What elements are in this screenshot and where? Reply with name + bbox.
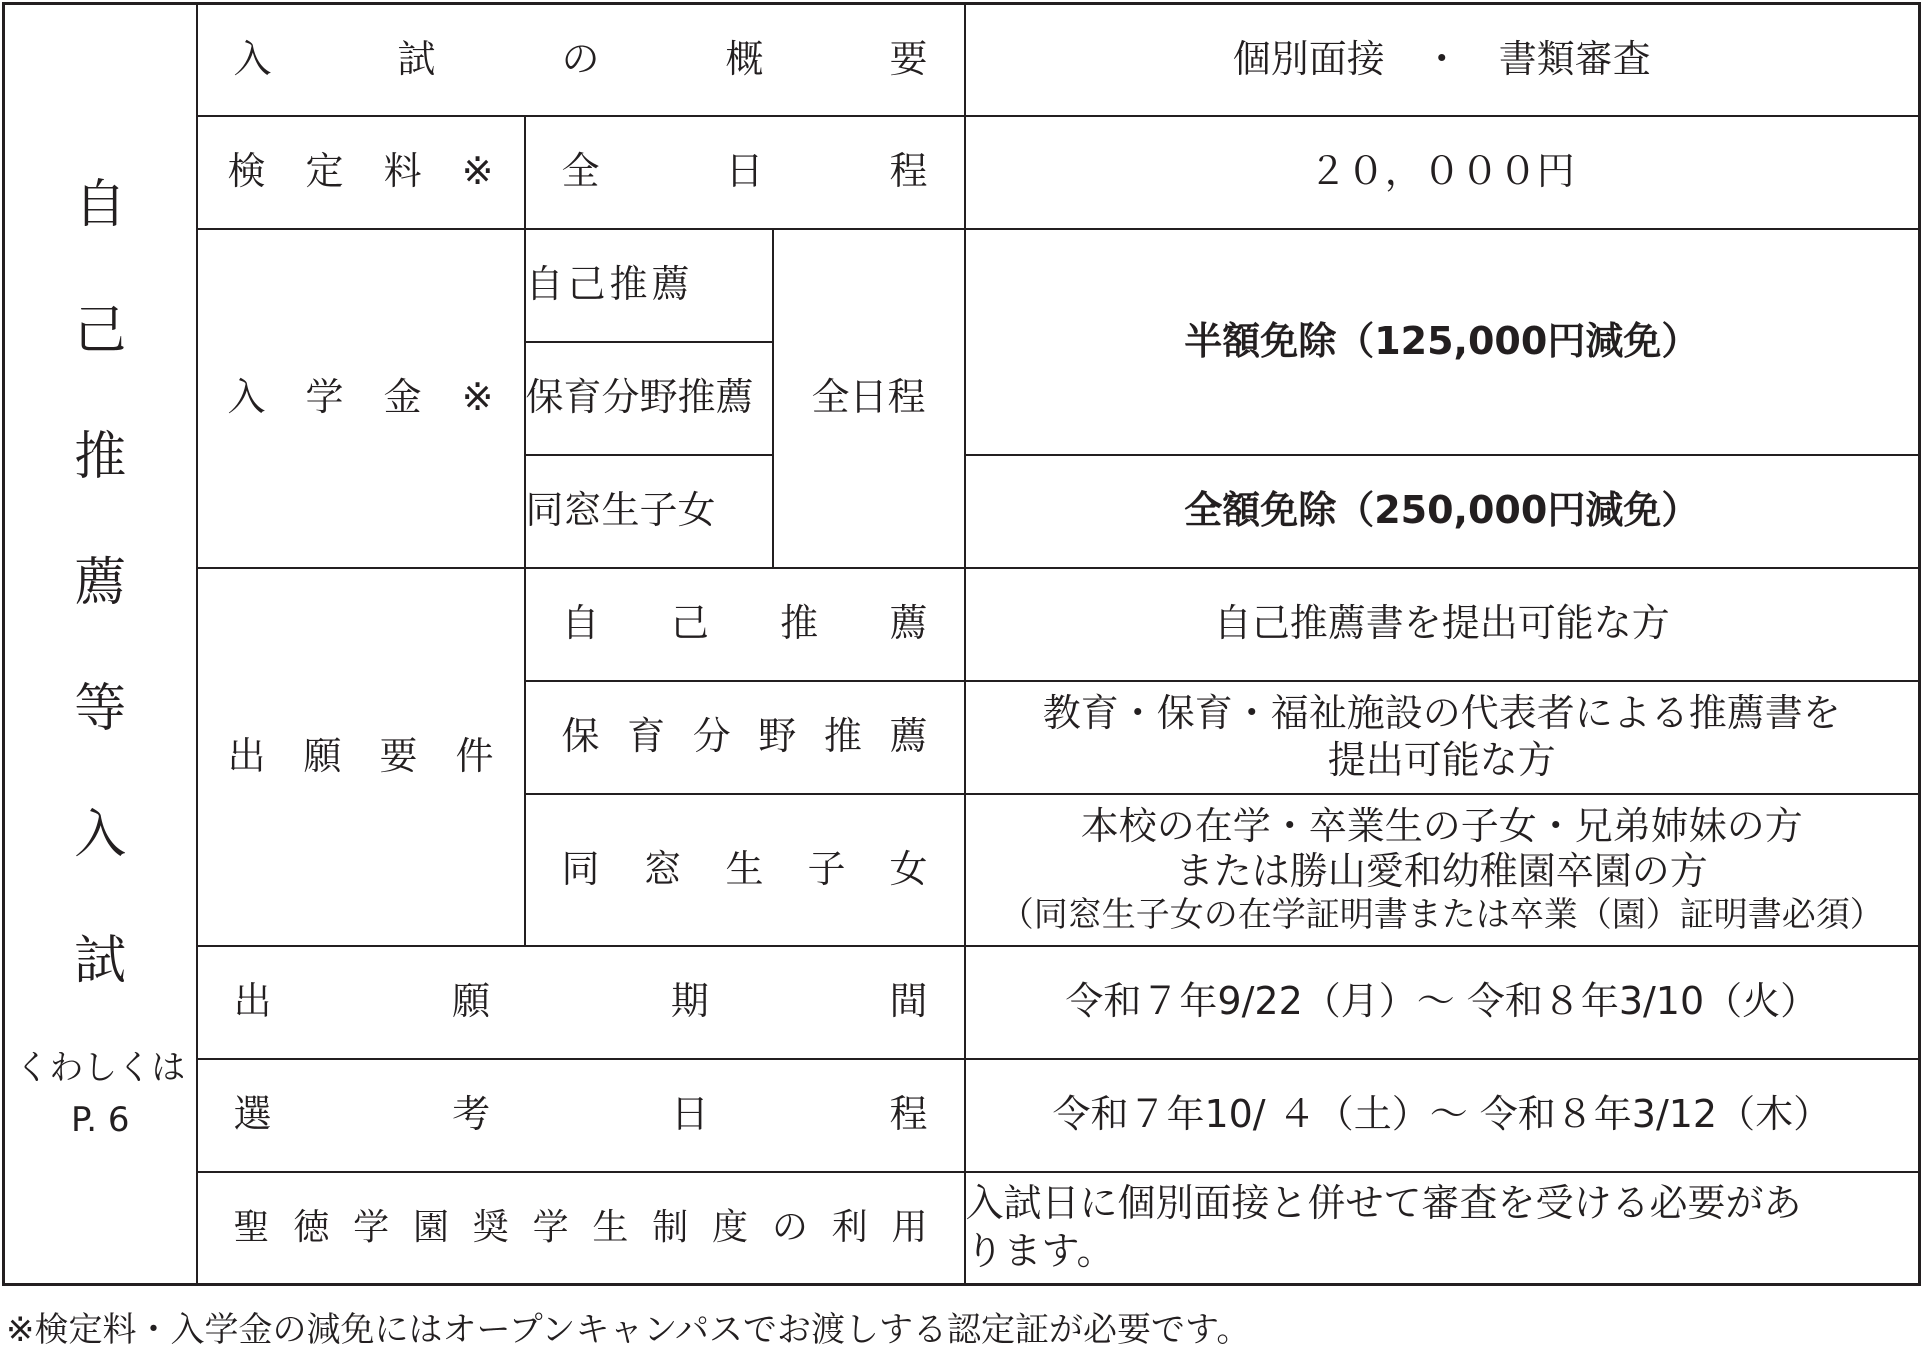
scholarship-value — [965, 1172, 1920, 1285]
side-char: 等 — [74, 679, 127, 739]
period-label — [197, 946, 965, 1059]
fee-schedule-label — [525, 116, 965, 229]
label-char: 子 — [807, 846, 846, 891]
label-char: 生 — [592, 1207, 629, 1249]
fee-value: ２０，０００円 — [965, 116, 1920, 229]
label-char: 生 — [725, 846, 764, 891]
label-char: 聖 — [233, 1207, 270, 1249]
label-char: 出 — [233, 979, 272, 1024]
value-line: 提出可能な方 — [1327, 738, 1556, 782]
label-char: 出 — [227, 733, 266, 778]
label-char: 育 — [627, 714, 666, 759]
label-char: 利 — [831, 1207, 868, 1249]
footnote: ※検定料・入学金の減免にはオープンキャンパスでお渡しする認定証が必要です。 — [6, 1310, 1251, 1350]
admission-childcare-label: 保育分野推薦 — [525, 342, 773, 455]
label-char: 学 — [305, 375, 344, 420]
admission-schedule: 全日程 — [773, 229, 965, 568]
label-char: 件 — [455, 733, 494, 778]
admission-half-value: 半額免除（125,000円減免） — [965, 229, 1920, 455]
side-note — [5, 1042, 196, 1146]
label-char: 保 — [561, 714, 600, 759]
scholarship-label — [197, 1172, 965, 1285]
admission-alumni-label: 同窓生子女 — [525, 455, 773, 568]
label-char: 用 — [891, 1207, 928, 1249]
admission-label — [197, 229, 525, 568]
value-line: 入試日に個別面接と併せて審査を受ける必要があ — [965, 1181, 1802, 1226]
label-char: 徳 — [293, 1207, 330, 1249]
side-char: 薦 — [74, 553, 127, 613]
requirements-alumni-value — [965, 794, 1920, 946]
requirements-self-value: 自己推薦書を提出可能な方 — [965, 568, 1920, 681]
label-char: の — [771, 1207, 808, 1249]
requirements-childcare-label — [525, 681, 965, 794]
label-char: 程 — [889, 1092, 928, 1137]
label-char: 学 — [353, 1207, 390, 1249]
label-char: 全 — [561, 149, 600, 194]
value-line: 本校の在学・卒業生の子女・兄弟姉妹の方 — [1080, 803, 1803, 848]
label-char: 薦 — [889, 601, 928, 646]
label-char: 考 — [452, 1092, 491, 1137]
side-title — [5, 142, 196, 1024]
label-char: の — [561, 37, 600, 81]
label-char: 園 — [412, 1207, 449, 1249]
side-char: 自 — [74, 175, 127, 235]
label-char: 女 — [889, 846, 928, 891]
label-char: 野 — [758, 714, 797, 759]
label-char: 制 — [652, 1207, 689, 1249]
value-line: 教育・保育・福祉施設の代表者による推薦書を — [1042, 690, 1841, 735]
label-char: 概 — [725, 37, 764, 81]
value-line: または勝山愛和幼稚園卒園の方 — [1175, 849, 1708, 894]
requirements-childcare-value — [965, 681, 1920, 794]
label-char: 金 — [383, 375, 422, 420]
label-char: 定 — [305, 149, 344, 194]
label-char: 日 — [670, 1092, 709, 1137]
label-char: 間 — [889, 979, 928, 1024]
label-char: 己 — [670, 601, 709, 646]
label-char: 分 — [692, 714, 731, 759]
requirements-alumni-label — [525, 794, 965, 946]
admission-table — [2, 2, 1921, 1286]
label-char: 入 — [227, 375, 266, 420]
label-char: 程 — [889, 149, 928, 194]
label-char: 要 — [379, 733, 418, 778]
label-char: 入 — [233, 37, 272, 81]
fee-label — [197, 116, 525, 229]
selection-value: 令和７年10/ ４（土）～ 令和８年3/12（木） — [965, 1059, 1920, 1172]
label-char: 推 — [780, 601, 819, 646]
label-char: 学 — [532, 1207, 569, 1249]
overview-value: 個別面接 ・ 書類審査 — [965, 4, 1920, 116]
label-char: 薦 — [889, 714, 928, 759]
period-value: 令和７年9/22（月）～ 令和８年3/10（火） — [965, 946, 1920, 1059]
side-char: 試 — [74, 931, 127, 991]
label-char: ※ — [461, 375, 494, 420]
label-char: 推 — [823, 714, 862, 759]
label-char: 願 — [452, 979, 491, 1024]
label-char: 奨 — [472, 1207, 509, 1249]
side-note-line2: P. 6 — [71, 1100, 130, 1140]
side-note-line1: くわしくは — [15, 1048, 186, 1088]
label-char: 度 — [712, 1207, 749, 1249]
requirements-self-label — [525, 568, 965, 681]
label-char: 期 — [670, 979, 709, 1024]
side-char: 入 — [74, 805, 127, 865]
label-char: 選 — [233, 1092, 272, 1137]
label-char: 日 — [725, 149, 764, 194]
label-char: 願 — [303, 733, 342, 778]
label-char: 要 — [889, 37, 928, 81]
label-char: 検 — [227, 149, 266, 194]
value-line: ります。 — [965, 1228, 1115, 1273]
label-char: 自 — [561, 601, 600, 646]
side-char: 推 — [74, 427, 127, 487]
label-char: 試 — [397, 37, 436, 81]
requirements-label — [197, 568, 525, 946]
label-char: ※ — [461, 149, 494, 194]
label-char: 同 — [561, 846, 600, 891]
admission-self-label: 自己推薦 — [525, 229, 773, 342]
admission-full-value: 全額免除（250,000円減免） — [965, 455, 1920, 568]
label-char: 窓 — [643, 846, 682, 891]
side-header — [4, 4, 197, 1285]
side-char: 己 — [74, 301, 127, 361]
selection-label — [197, 1059, 965, 1172]
overview-label — [197, 4, 965, 116]
value-line: （同窓生子女の在学証明書または卒業（園）証明書必須） — [999, 894, 1884, 935]
label-char: 料 — [383, 149, 422, 194]
